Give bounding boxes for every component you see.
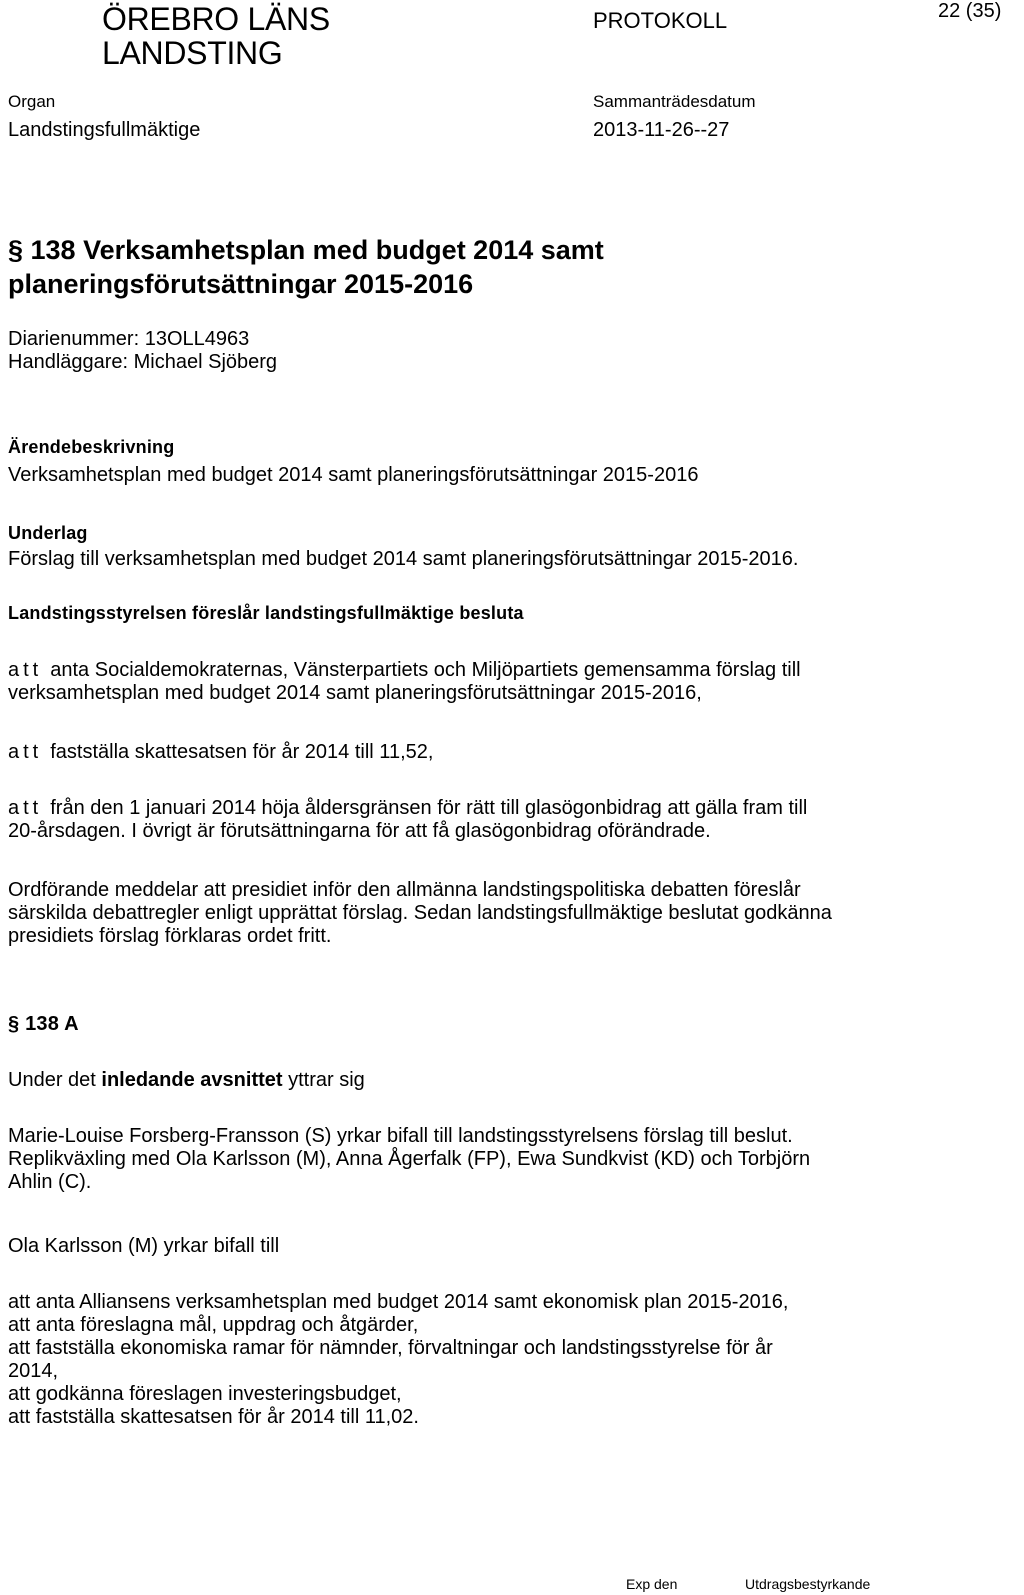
footer-exp-den: Exp den: [626, 1576, 678, 1592]
ordforande-line: särskilda debattregler enligt upprättat förslag. Sedan landstingsfullmäktige beslutat godkänna: [8, 902, 832, 924]
att-prefix: att: [8, 741, 43, 763]
proposal-heading: Landstingsstyrelsen föreslår landstingsfullmäktige besluta: [8, 603, 524, 623]
subsection-title: § 138 A: [8, 1013, 79, 1035]
intro-bold-text: inledande avsnittet: [101, 1069, 283, 1091]
meeting-date-label: Sammanträdesdatum: [593, 92, 756, 111]
underlag-heading: Underlag: [8, 523, 88, 543]
organization-name-line1: ÖREBRO LÄNS: [102, 1, 330, 37]
arende-heading: Ärendebeskrivning: [8, 437, 175, 457]
att-text: från den 1 januari 2014 höja åldersgränsen för rätt till glasögonbidrag att gälla fram till: [50, 797, 808, 819]
att-item: [8, 797, 1008, 843]
speaker-paragraph: Ola Karlsson (M) yrkar bifall till: [8, 1235, 280, 1257]
section-title-line2: planeringsförutsättningar 2015-2016: [8, 269, 474, 299]
footer-utdragsbestyrkande: Utdragsbestyrkande: [745, 1576, 871, 1592]
ordforande-line: presidiets förslag förklaras ordet fritt.: [8, 925, 332, 947]
document-type: PROTOKOLL: [593, 8, 728, 33]
page-number: 22 (35): [938, 0, 1002, 22]
motion-line: att fastställa ekonomiska ramar för nämnder, förvaltningar och landstingsstyrelse för år: [8, 1337, 773, 1359]
att-item: [8, 741, 1008, 764]
att-prefix: att: [8, 659, 43, 681]
handlaggare: Handläggare: Michael Sjöberg: [8, 351, 278, 373]
organ-label: Organ: [8, 92, 56, 111]
intro-line: [8, 1069, 1008, 1092]
ordforande-paragraph: [8, 879, 1008, 948]
att-text-continued: verksamhetsplan med budget 2014 samt planeringsförutsättningar 2015-2016,: [8, 682, 702, 704]
speaker-line: Replikväxling med Ola Karlsson (M), Anna Ågerfalk (FP), Ewa Sundkvist (KD) och Torbjörn: [8, 1148, 811, 1170]
speaker-paragraph: [8, 1125, 1008, 1194]
motion-line: att anta föreslagna mål, uppdrag och åtgärder,: [8, 1314, 419, 1336]
speaker-line: Ahlin (C).: [8, 1171, 92, 1193]
arende-text: Verksamhetsplan med budget 2014 samt planeringsförutsättningar 2015-2016: [8, 464, 699, 486]
att-item: [8, 659, 1008, 705]
diarienummer: Diarienummer: 13OLL4963: [8, 328, 250, 350]
att-text: fastställa skattesatsen för år 2014 till 11,52,: [50, 741, 434, 763]
att-text: anta Socialdemokraternas, Vänsterpartiets och Miljöpartiets gemensamma förslag till: [50, 659, 801, 681]
motion-line: att godkänna föreslagen investeringsbudget,: [8, 1383, 402, 1405]
meeting-date-value: 2013-11-26--27: [593, 119, 730, 141]
speaker-line: Marie-Louise Forsberg-Fransson (S) yrkar bifall till landstingsstyrelsens förslag till beslut.: [8, 1125, 793, 1147]
intro-text-end: yttrar sig: [282, 1069, 365, 1091]
ordforande-line: Ordförande meddelar att presidiet inför den allmänna landstingspolitiska debatten föreslår: [8, 879, 801, 901]
att-text-continued: 20-årsdagen. I övrigt är förutsättningarna för att få glasögonbidrag oförändrade.: [8, 820, 711, 842]
motion-line: att anta Alliansens verksamhetsplan med budget 2014 samt ekonomisk plan 2015-2016,: [8, 1291, 789, 1313]
motion-line: 2014,: [8, 1360, 59, 1382]
organ-value: Landstingsfullmäktige: [8, 119, 201, 141]
motion-line: att fastställa skattesatsen för år 2014 till 11,02.: [8, 1406, 419, 1428]
att-prefix: att: [8, 797, 43, 819]
organization-name-line2: LANDSTING: [102, 35, 283, 71]
underlag-text: Förslag till verksamhetsplan med budget 2014 samt planeringsförutsättningar 2015-2016.: [8, 548, 799, 570]
section-title-line1: § 138 Verksamhetsplan med budget 2014 samt: [8, 235, 604, 265]
section-title: [8, 233, 908, 301]
motion-list: [8, 1291, 1008, 1429]
intro-text: Under det: [8, 1069, 102, 1091]
